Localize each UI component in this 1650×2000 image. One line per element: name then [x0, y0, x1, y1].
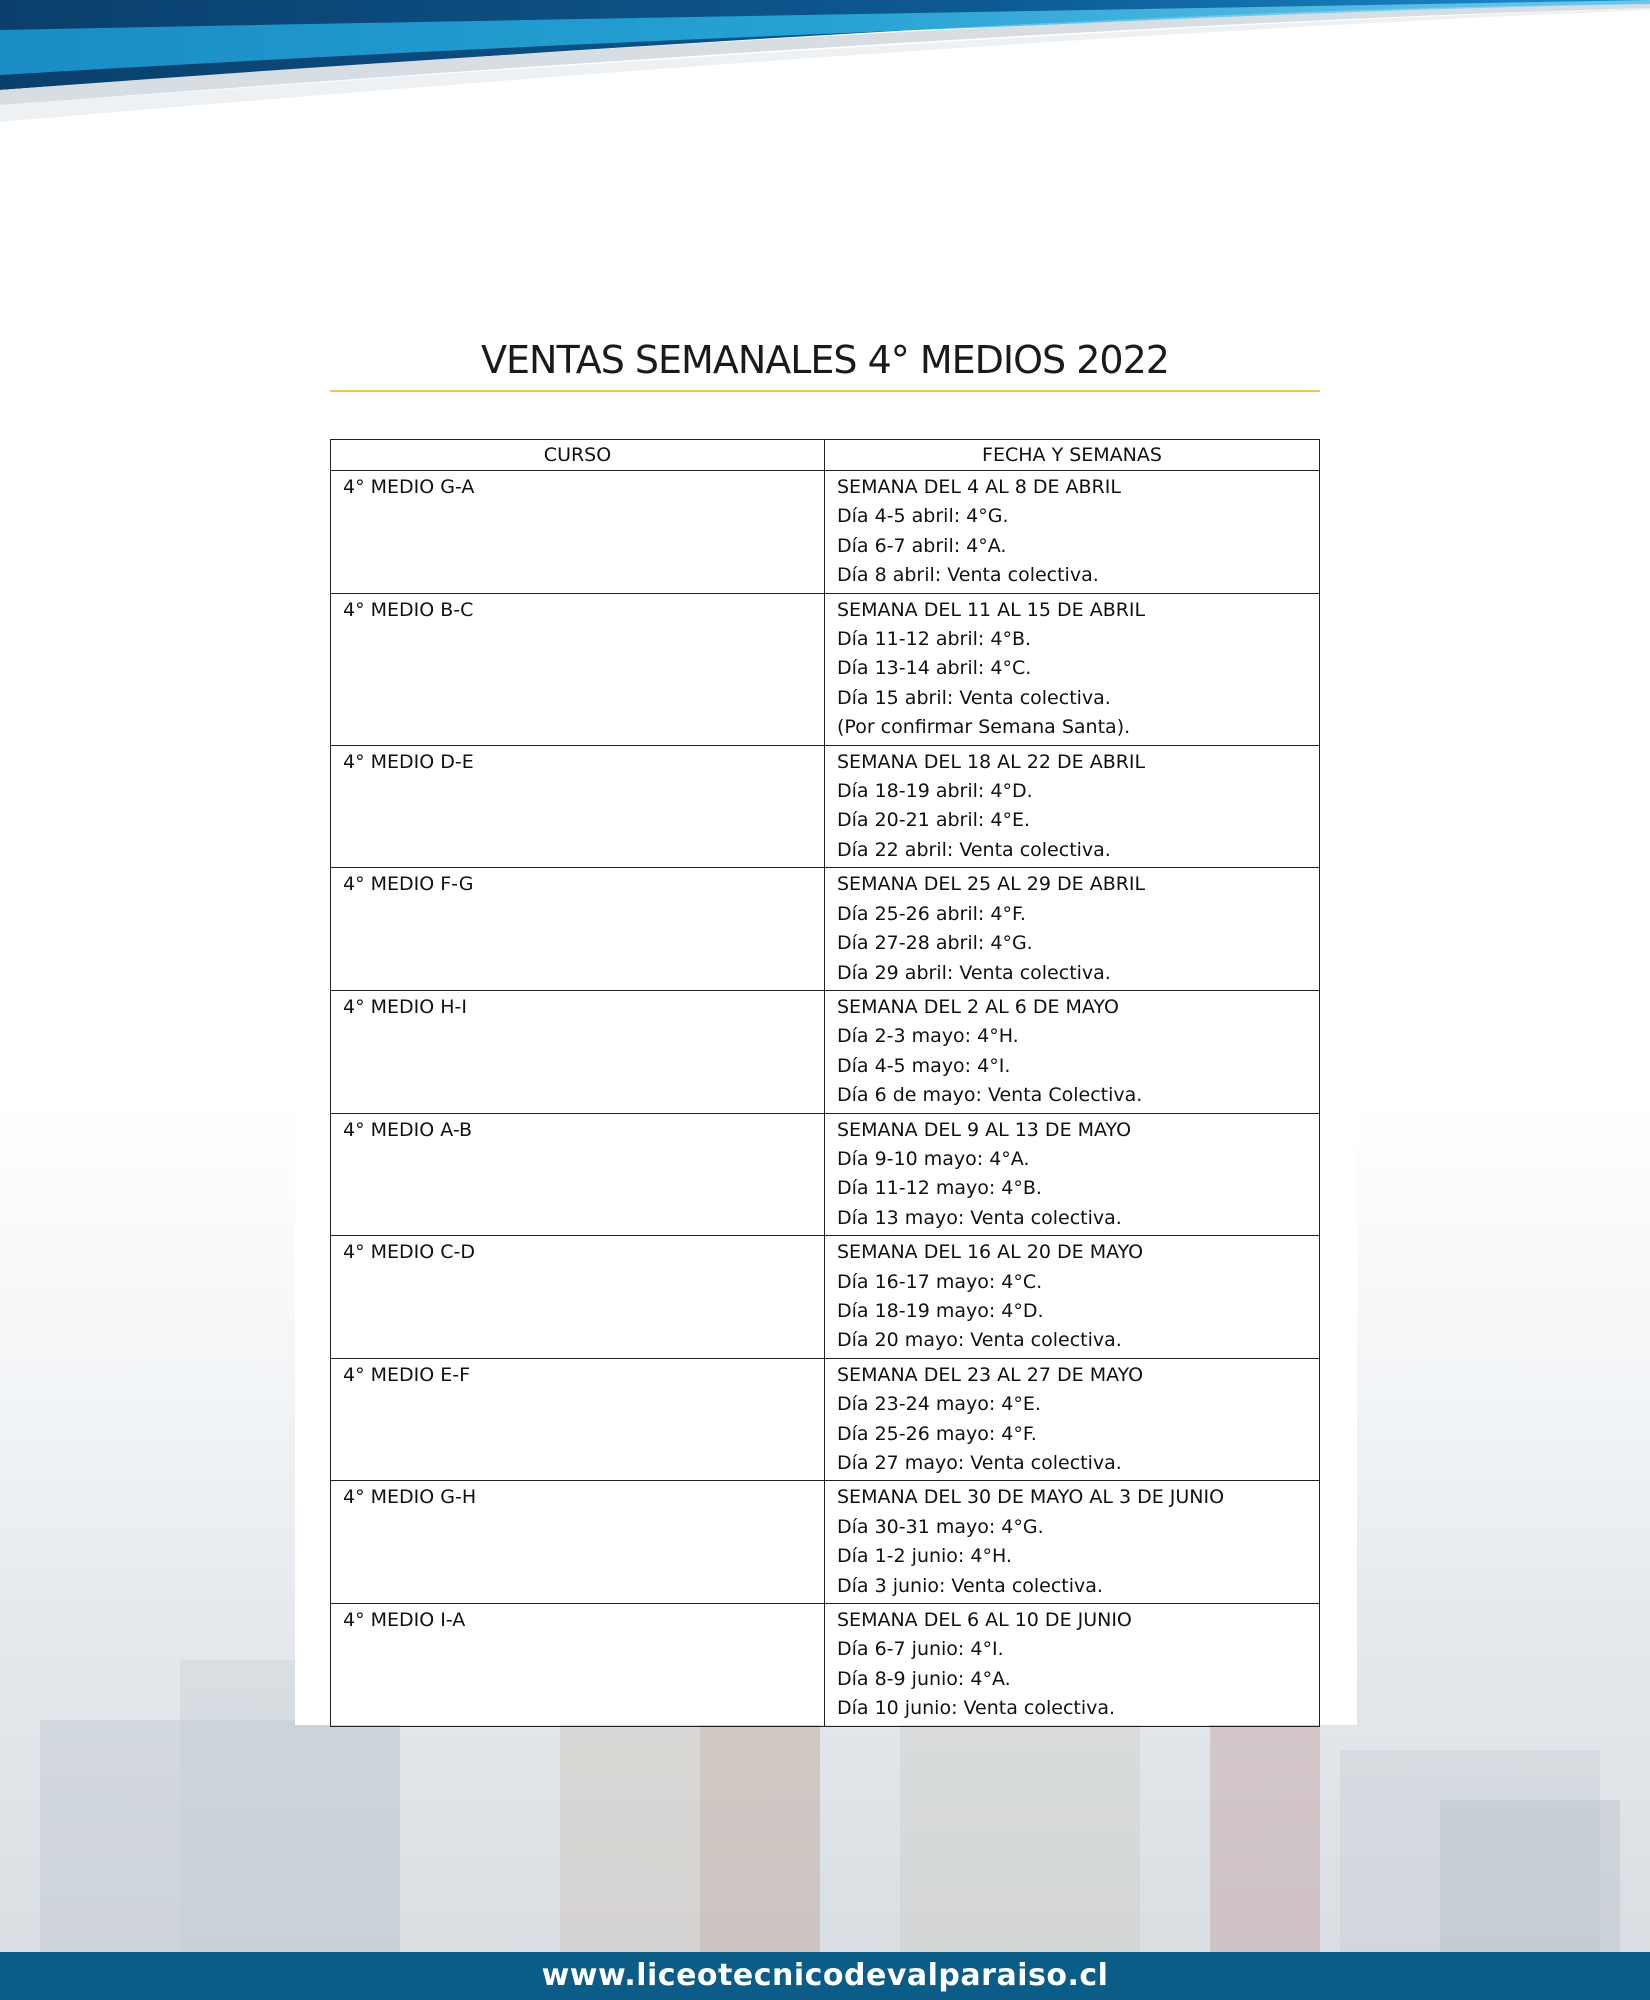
schedule-line: Día 4-5 abril: 4°G. [837, 505, 1009, 528]
footer-website-link[interactable]: www.liceotecnicodevalparaiso.cl [541, 1958, 1109, 1993]
schedule-cell [825, 593, 1320, 745]
week-range: SEMANA DEL 9 AL 13 DE MAYO [837, 1118, 1132, 1141]
schedule-line: Día 16-17 mayo: 4°C. [837, 1270, 1043, 1293]
schedule-cell [825, 1236, 1320, 1359]
column-header-fecha: FECHA Y SEMANAS [825, 440, 1320, 471]
schedule-line: Día 30-31 mayo: 4°G. [837, 1515, 1044, 1538]
schedule-line: Día 2-3 mayo: 4°H. [837, 1025, 1019, 1048]
schedule-line: Día 13-14 abril: 4°C. [837, 657, 1032, 680]
course-name: 4° MEDIO E-F [343, 1363, 471, 1386]
schedule-cell [825, 1604, 1320, 1727]
schedule-line: Día 22 abril: Venta colectiva. [837, 838, 1111, 861]
course-cell [331, 868, 825, 991]
schedule-cell [825, 471, 1320, 594]
week-range: SEMANA DEL 2 AL 6 DE MAYO [837, 995, 1119, 1018]
week-range: SEMANA DEL 23 AL 27 DE MAYO [837, 1363, 1144, 1386]
schedule-line: Día 13 mayo: Venta colectiva. [837, 1206, 1122, 1229]
schedule-line: Día 29 abril: Venta colectiva. [837, 961, 1111, 984]
table-row [331, 593, 1320, 745]
document-title: VENTAS SEMANALES 4° MEDIOS 2022 [481, 338, 1169, 382]
schedule-line: Día 20-21 abril: 4°E. [837, 809, 1030, 832]
course-cell [331, 593, 825, 745]
column-header-curso: CURSO [331, 440, 825, 471]
table-row [331, 1113, 1320, 1236]
week-range: SEMANA DEL 30 DE MAYO AL 3 DE JUNIO [837, 1486, 1225, 1509]
course-cell [331, 1236, 825, 1359]
course-cell [331, 1604, 825, 1727]
table-row [331, 868, 1320, 991]
schedule-cell [825, 990, 1320, 1113]
course-name: 4° MEDIO I-A [343, 1609, 466, 1632]
schedule-line: Día 23-24 mayo: 4°E. [837, 1393, 1041, 1416]
schedule-line: Día 8-9 junio: 4°A. [837, 1667, 1011, 1690]
schedule-cell [825, 745, 1320, 868]
course-name: 4° MEDIO H-I [343, 995, 468, 1018]
schedule-line: Día 18-19 mayo: 4°D. [837, 1299, 1044, 1322]
schedule-line: Día 18-19 abril: 4°D. [837, 780, 1033, 803]
course-cell [331, 1113, 825, 1236]
table-row [331, 1236, 1320, 1359]
schedule-line: Día 25-26 abril: 4°F. [837, 902, 1026, 925]
table-header-row [331, 440, 1320, 471]
schedule-line: Día 3 junio: Venta colectiva. [837, 1574, 1103, 1597]
course-cell [331, 990, 825, 1113]
week-range: SEMANA DEL 18 AL 22 DE ABRIL [837, 750, 1146, 773]
schedule-line: Día 20 mayo: Venta colectiva. [837, 1329, 1122, 1352]
sales-schedule-table [330, 439, 1320, 1727]
table-row [331, 1481, 1320, 1604]
table-row [331, 1604, 1320, 1727]
schedule-line: Día 8 abril: Venta colectiva. [837, 564, 1099, 587]
schedule-line: Día 10 junio: Venta colectiva. [837, 1697, 1116, 1720]
course-cell [331, 1358, 825, 1481]
schedule-line: Día 6 de mayo: Venta Colectiva. [837, 1084, 1143, 1107]
week-range: SEMANA DEL 4 AL 8 DE ABRIL [837, 476, 1121, 498]
schedule-cell [825, 1358, 1320, 1481]
week-range: SEMANA DEL 16 AL 20 DE MAYO [837, 1241, 1144, 1264]
schedule-line: (Por confirmar Semana Santa). [837, 716, 1131, 739]
course-cell [331, 745, 825, 868]
schedule-line: Día 6-7 abril: 4°A. [837, 534, 1007, 557]
table-row [331, 471, 1320, 594]
course-name: 4° MEDIO C-D [343, 1241, 476, 1264]
schedule-line: Día 15 abril: Venta colectiva. [837, 686, 1111, 709]
week-range: SEMANA DEL 25 AL 29 DE ABRIL [837, 873, 1146, 896]
schedule-cell [825, 868, 1320, 991]
course-cell [331, 471, 825, 594]
course-name: 4° MEDIO A-B [343, 1118, 473, 1141]
table-row [331, 745, 1320, 868]
table-body [331, 471, 1320, 1727]
table-row [331, 990, 1320, 1113]
course-name: 4° MEDIO G-A [343, 476, 475, 498]
course-name: 4° MEDIO B-C [343, 598, 474, 621]
schedule-line: Día 9-10 mayo: 4°A. [837, 1147, 1030, 1170]
schedule-cell [825, 1113, 1320, 1236]
schedule-line: Día 1-2 junio: 4°H. [837, 1545, 1012, 1568]
table-row [331, 1358, 1320, 1481]
course-cell [331, 1481, 825, 1604]
schedule-line: Día 6-7 junio: 4°I. [837, 1638, 1004, 1661]
schedule-cell [825, 1481, 1320, 1604]
footer-bar [0, 1952, 1650, 2000]
course-name: 4° MEDIO G-H [343, 1486, 477, 1509]
schedule-line: Día 27 mayo: Venta colectiva. [837, 1452, 1122, 1474]
title-underline [330, 390, 1320, 392]
header-swoosh-decoration [0, 0, 1650, 130]
week-range: SEMANA DEL 6 AL 10 DE JUNIO [837, 1609, 1132, 1632]
course-name: 4° MEDIO F-G [343, 873, 474, 896]
course-name: 4° MEDIO D-E [343, 750, 474, 773]
schedule-line: Día 11-12 abril: 4°B. [837, 628, 1032, 651]
schedule-line: Día 27-28 abril: 4°G. [837, 932, 1033, 955]
week-range: SEMANA DEL 11 AL 15 DE ABRIL [837, 598, 1146, 621]
schedule-line: Día 4-5 mayo: 4°I. [837, 1054, 1011, 1077]
schedule-line: Día 25-26 mayo: 4°F. [837, 1422, 1037, 1445]
schedule-line: Día 11-12 mayo: 4°B. [837, 1177, 1042, 1200]
